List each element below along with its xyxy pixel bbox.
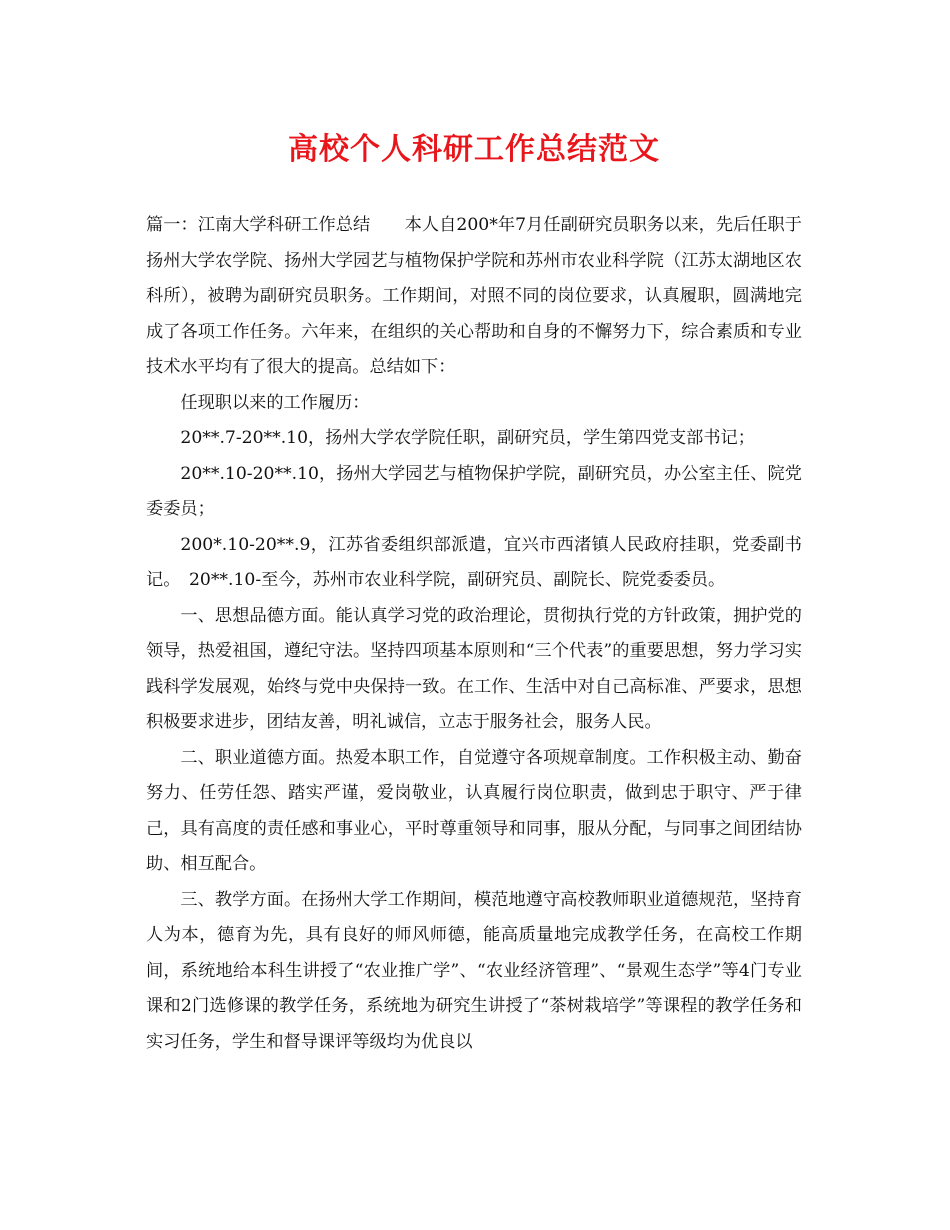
document-title: 高校个人科研工作总结范文	[288, 132, 660, 167]
paragraph-resume-2: 20**.10-20**.10，扬州大学园艺与植物保护学院，副研究员，办公室主任、院党委委员；	[146, 463, 802, 519]
paragraph-resume-1: 20**.7-20**.10，扬州大学农学院任职，副研究员，学生第四党支部书记；	[180, 428, 755, 448]
paragraph-resume-3: 200*.10-20**.9，江苏省委组织部派遣，宜兴市西渚镇人民政府挂职，党委副书记。 20**.10-至今，苏州市农业科学院，副研究员、副院长、院党委委员。	[146, 534, 802, 590]
paragraph-ideology: 一、思想品德方面。能认真学习党的政治理论，贯彻执行党的方针政策，拥护党的领导，热爱祖国，遵纪守法。坚持四项基本原则和“三个代表”的重要思想，努力学习实践科学发展观，始终与党中央保持一致。在工作、生活中对自己高标准、严要求，思想积极要求进步，团结友善，明礼诚信，立志于服务社会，服务人民。	[146, 605, 802, 732]
paragraph-intro: 篇一：江南大学科研工作总结 本人自200*年7月任副研究员职务以来，先后任职于扬州大学农学院、扬州大学园艺与植物保护学院和苏州市农业科学院（江苏太湖地区农科所），被聘为副研究员职务。工作期间，对照不同的岗位要求，认真履职，圆满地完成了各项工作任务。六年来，在组织的关心帮助和自身的不懈努力下，综合素质和专业技术水平均有了很大的提高。总结如下：	[146, 215, 802, 377]
paragraph-resume-heading: 任现职以来的工作履历：	[180, 392, 370, 413]
document-body	[146, 208, 802, 1060]
paragraph-teaching: 三、教学方面。在扬州大学工作期间，模范地遵守高校教师职业道德规范，坚持育人为本，德育为先，具有良好的师风师德，能高质量地完成教学任务，在高校工作期间，系统地给本科生讲授了“农业推广学”、“农业经济管理”、“景观生态学”等4门专业课和2门选修课的教学任务，系统地为研究生讲授了“茶树栽培学”等课程的教学任务和实习任务，学生和督导课评等级均为优良以	[146, 889, 802, 1052]
paragraph-ethics: 二、职业道德方面。热爱本职工作，自觉遵守各项规章制度。工作积极主动、勤奋努力、任劳任怨、踏实严谨，爱岗敬业，认真履行岗位职责，做到忠于职守、严于律己，具有高度的责任感和事业心，平时尊重领导和同事，服从分配，与同事之间团结协助、相互配合。	[146, 747, 802, 874]
